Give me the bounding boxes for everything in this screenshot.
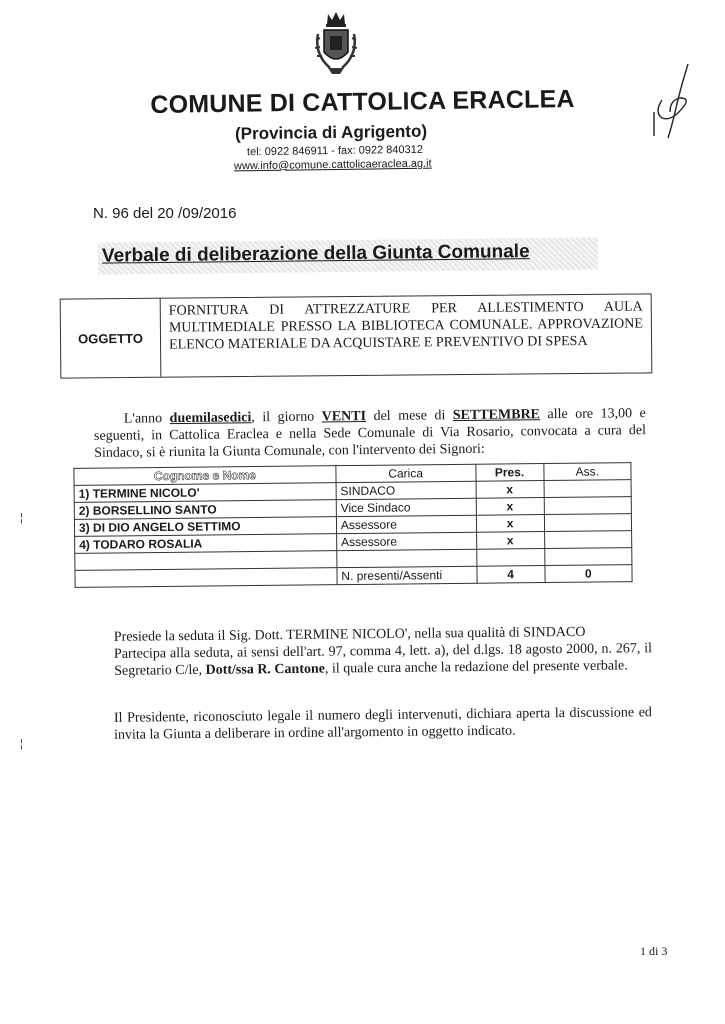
intro-text-4: alle ore 13,00 e seguenti, in Cattolica Eraclea e nella Sede Comunale di Via Rosario, convocata a cura del Sindaco, si è riunita la Giunta Comunale, con l'intervento dei Signori: <box>93 406 647 461</box>
header-pres: Pres. <box>475 464 543 482</box>
member-ass <box>544 514 632 532</box>
intro-text-1: L'anno <box>123 411 170 427</box>
scan-mark: ¦ <box>20 738 23 750</box>
header-role: Carica <box>336 464 476 482</box>
document-title-banner <box>98 237 598 274</box>
document-title: Verbale di deliberazione della Giunta Comunale <box>101 241 530 267</box>
oggetto-label: OGGETTO <box>61 299 162 378</box>
intro-text-2: , il giorno <box>251 409 322 426</box>
handwritten-initials <box>640 60 700 145</box>
email-address: www.info@comune.cattolicaeraclea.ag.it <box>233 157 432 173</box>
municipal-crest-icon <box>312 10 360 78</box>
header-name: Cognome e Nome <box>74 466 336 486</box>
totals-label: N. presenti/Assenti <box>337 566 477 584</box>
intro-text-3: del mese di <box>365 408 453 425</box>
member-pres: x <box>476 531 544 549</box>
document-number: N. 96 del 20 /09/2016 <box>93 205 237 222</box>
member-ass <box>544 480 632 498</box>
province-subtitle: (Provincia di Agrigento) <box>234 121 428 144</box>
totals-absent: 0 <box>545 565 633 583</box>
member-ass <box>544 497 632 515</box>
member-ass <box>544 531 632 549</box>
page-number: 1 di 3 <box>640 944 668 958</box>
contact-numbers: tel: 0922 846911 - fax: 0922 840312 <box>246 143 424 159</box>
member-role: Vice Sindaco <box>336 498 476 516</box>
members-table <box>73 462 632 588</box>
scan-mark: ¦ <box>20 512 23 524</box>
member-role: Assessore <box>336 532 476 550</box>
header-ass: Ass. <box>543 463 631 481</box>
member-pres: x <box>476 498 544 516</box>
presiede-paragraph <box>114 623 653 680</box>
member-name: 4) TODARO ROSALIA <box>75 534 337 554</box>
member-name: 3) DI DIO ANGELO SETTIMO <box>74 517 336 537</box>
totals-present: 4 <box>476 565 544 583</box>
intro-day: VENTI <box>321 409 367 425</box>
member-name: 1) TERMINE NICOLO' <box>74 483 336 503</box>
oggetto-text: FORNITURA DI ATTREZZATURE PER ALLESTIMENTO AULA MULTIMEDIALE PRESSO LA BIBLIOTECA COMUNALE. APPROVAZIONE ELENCO MATERIALE DA ACQUISTARE E PREVENTIVO DI SPESA <box>168 299 643 353</box>
intro-year: duemilasedici <box>169 410 252 427</box>
partecipa-text-2: , il quale cura anche la redazione del presente verbale. <box>324 658 628 677</box>
presidente-paragraph: Il Presidente, riconosciuto legale il numero degli intervenuti, dichiara aperta la discussione ed invita la Giunta a deliberare in ordine all'argomento in oggetto indicato. <box>113 705 652 743</box>
partecipa-text-1: Partecipa alla seduta, ai sensi dell'art. 97, comma 4, lett. a), del d.lgs. 18 agosto 2000, n. 267, il Segretario C/le, <box>113 641 653 679</box>
member-role: SINDACO <box>336 481 476 499</box>
presiede-line: Presiede la seduta il Sig. Dott. TERMINE NICOLO', nella sua qualità di SINDACO <box>113 624 586 645</box>
secretary-name: Dott/ssa R. Cantone <box>205 661 326 678</box>
member-role: Assessore <box>336 515 476 533</box>
municipality-title: COMUNE DI CATTOLICA ERACLEA <box>150 85 575 119</box>
oggetto-box <box>60 293 653 378</box>
member-name: 2) BORSELLINO SANTO <box>74 500 336 520</box>
intro-month: SETTEMBRE <box>452 407 541 424</box>
member-pres: x <box>476 514 544 532</box>
intro-paragraph <box>94 405 647 462</box>
member-pres: x <box>476 481 544 499</box>
